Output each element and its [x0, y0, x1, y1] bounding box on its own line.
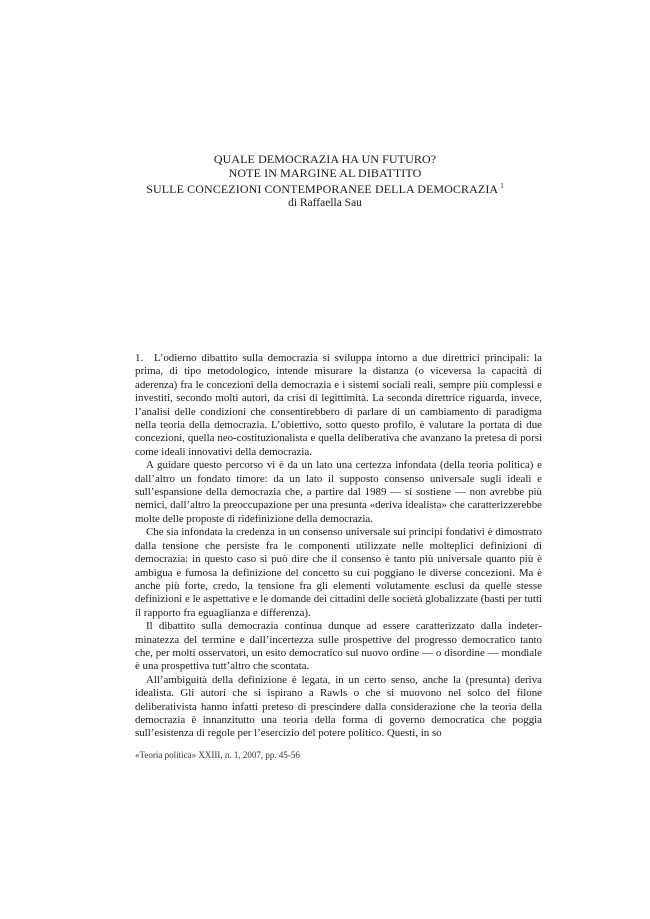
footnote-marker: 1 [500, 182, 504, 190]
paragraph-4: Il dibattito sulla democrazia continua dunque ad essere caratterizzato dalla indeterminatezza del termine e dall’incertezza sulle prospettive del progresso democratico tanto che, per molti osservatori, un esito democratico sul nuovo ordine — o disordine — mondiale è una prospettiva tutt’altro che scontata. [135, 620, 542, 673]
paragraph-5: All’ambiguità della definizione è legata, in un certo senso, anche la (presunta) deriva idealista. Gli autori che si ispirano a Rawls o che si muovono nel solco del filone deliberativista hanno infatti preteso di prescindere dalla considerazione che la teoria della democrazia è innanzitutto una teoria della forma di governo democratica che poggia sull’esistenza di regole per l’esercizio del potere politico. Questi, in so [135, 673, 542, 740]
title-line-3 [0, 180, 650, 197]
paragraph-3: Che sia infondata la credenza in un consenso universale sui principi fondativi è dimostrato dalla tensione che persiste fra le componenti utilizzate nelle molteplici definizioni di democrazia: in questo caso si può dire che il consenso è tanto più universale quanto più è ambigua e fumosa la definizione del concetto su cui poggiano le diverse concezioni. Ma è anche più forte, credo, la tensione fra gli elementi volutamente esclusi da quelle stesse definizioni e le aspettative e le domande dei cittadini delle società globalizzate (basti per tutti il rapporto fra eguaglianza e differenza). [135, 526, 542, 619]
article-body [135, 352, 542, 741]
title-line-1: QUALE DEMOCRAZIA HA UN FUTURO? [213, 152, 437, 166]
journal-citation-footer: «Teoria politica» XXIII, n. 1, 2007, pp. 45-56 [135, 750, 300, 760]
paragraph-2: A guidare questo percorso vi è da un lato una certezza infondata (della teoria politica) e dall’altro un fondato timore: da un lato il supposto consenso universale sugli ideali e sull’espansione della democrazia che, a partire dal 1989 — si sostiene — non avrebbe più nemici, dall’altro la preoccupazione per una presunta «deriva idealista» che caratterizzerebbe molte delle proposte di ridefinizione della democrazia. [135, 459, 542, 525]
title-line-2: NOTE IN MARGINE AL DIBATTITO [228, 165, 422, 180]
author-byline: di Raffaella Sau [288, 197, 362, 209]
article-title [0, 153, 650, 197]
title-line-3-text: SULLE CONCEZIONI CONTEMPORANEE DELLA DEMOCRAZIA [146, 182, 499, 196]
paragraph-1: 1. L’odierno dibattito sulla democrazia si sviluppa intorno a due direttrici principali: la prima, di tipo metodologico, intende misurare la distanza (o viceversa la capacità di aderenza) fra le concezioni della democrazia e i sistemi sociali reali, sempre più complessi e investiti, secondo molti autori, da crisi di legittimità. La seconda direttrice riguarda, invece, l’analisi delle condizioni che consentirebbero di parlare di un cambiamento di paradigma nella teoria della democrazia. L’obiettivo, sotto questo profilo, è valutare la portata di due concezioni, quella neo-costituzionalista e quella deliberativa che avanzano la pretesa di porsi come ideali innovativi della democrazia. [135, 352, 542, 458]
